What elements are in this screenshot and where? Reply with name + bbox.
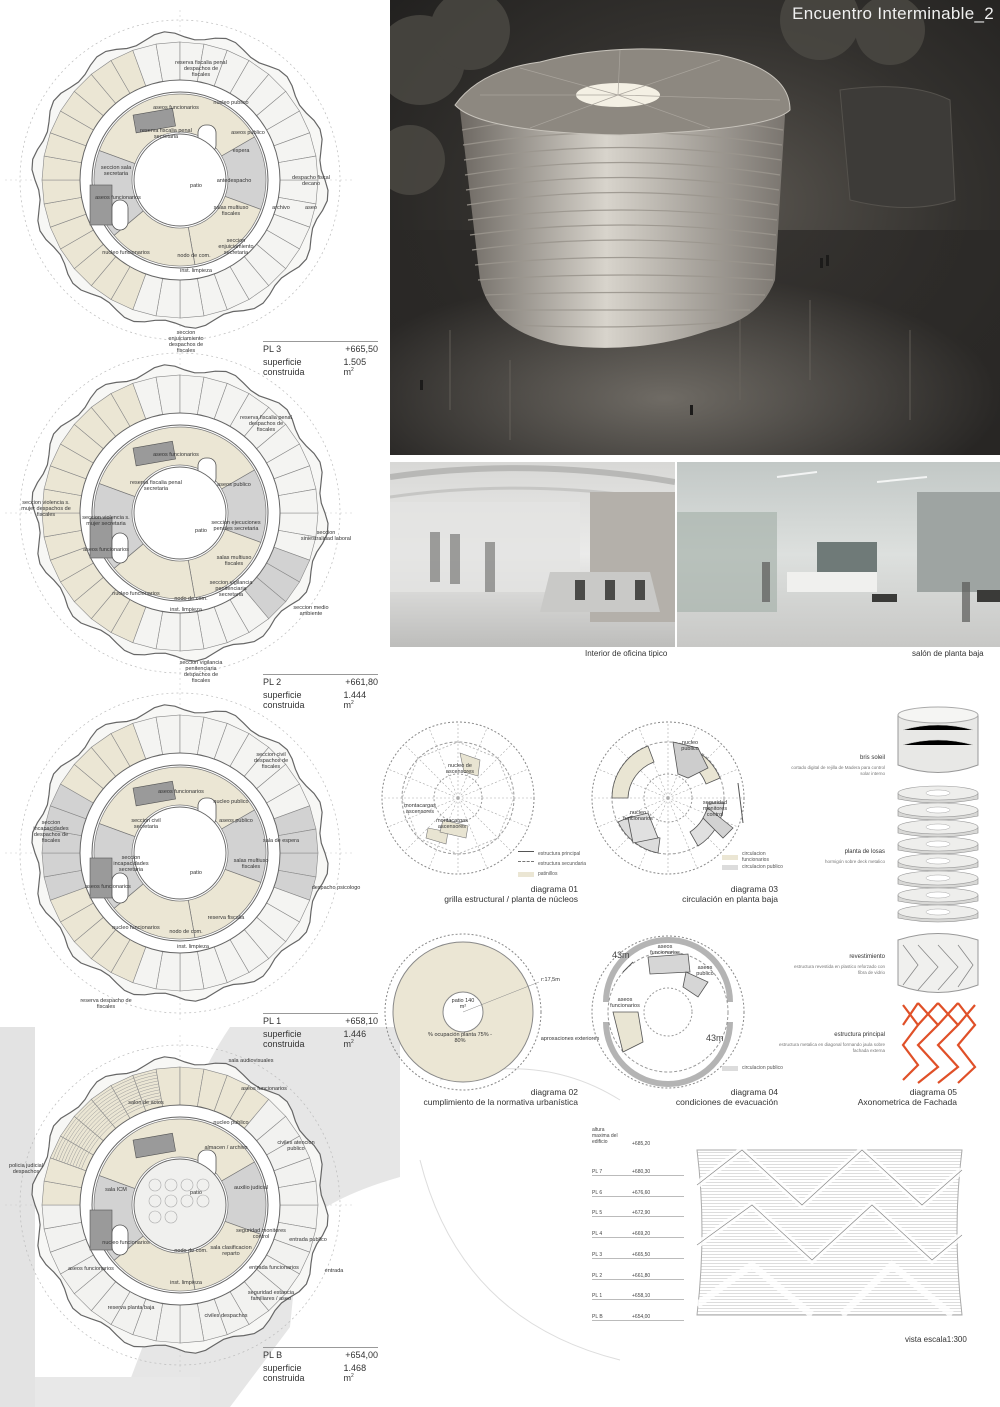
- elevation-level-name: PL 2: [592, 1272, 603, 1279]
- plan-room-label: patio: [190, 1190, 202, 1196]
- diagram-01-label: montacargas ascensores: [404, 803, 436, 815]
- plan-room-label: entrada: [324, 1268, 344, 1274]
- plan-area-label: superficie construida: [263, 357, 305, 377]
- plan-area: 1.505 m: [343, 357, 367, 377]
- plan-room-label: espera: [232, 148, 250, 154]
- plan-height: +665,50: [345, 344, 378, 354]
- interior-render: [390, 462, 675, 647]
- elevation-level-name: PL 6: [592, 1189, 603, 1196]
- plan-room-label: nucleo funcionarios: [102, 1240, 150, 1246]
- plan-room-label: aseo: [305, 205, 317, 211]
- plan-room-label: policia judicial despachos: [9, 1163, 43, 1175]
- plan-room-label: aseos funcionarios: [241, 1086, 287, 1092]
- legend-item: estructura secundaria: [518, 861, 586, 867]
- plan-height: +654,00: [345, 1350, 378, 1360]
- plan-level: PL 1: [263, 1016, 282, 1026]
- diagram-01-label: nucleo de ascensores: [445, 763, 475, 775]
- diagram-03-label: seguridad monitores control: [702, 800, 728, 818]
- night-render: [390, 0, 1000, 455]
- plan-drawing: [5, 1035, 355, 1375]
- interior-caption: Interior de oficina tipico: [585, 649, 668, 658]
- diagram-03-label: nucleo funcionarios: [623, 810, 653, 822]
- diagram-04-label: aseos funcionarios: [610, 997, 640, 1009]
- plan-room-label: aseos funcionarios: [153, 452, 199, 458]
- plan-plb-caption: PL B +654,00 superficie construida 1.468 $m^2$: [263, 1347, 378, 1383]
- plan-room-label: entrada publico: [289, 1237, 327, 1243]
- plan-room-label: salon de actos: [128, 1100, 164, 1106]
- elevation-level-name: PL 3: [592, 1251, 603, 1258]
- plan-room-label: aseos funcionarios: [68, 1266, 114, 1272]
- plan-room-label: aseos funcionarios: [158, 789, 204, 795]
- elevation-level-row: [592, 1273, 684, 1280]
- plan-room-label: seguridad estancia familiares / aseo: [247, 1290, 295, 1302]
- plan-room-label: reserva fiscalia penal secretaria: [130, 480, 182, 492]
- diagram-02-label: % ocupación planta 75% - 80%: [428, 1032, 492, 1044]
- floor-plan-plb: [5, 1035, 365, 1375]
- evacuation-distance: 43m: [612, 950, 630, 960]
- plan-room-label: reserva fiscalia: [207, 915, 245, 921]
- elevation-level-row: [592, 1210, 684, 1217]
- plan-room-label: seccion violencia s. mujer secretaria: [82, 515, 130, 527]
- plan-room-label: sala de espera: [262, 838, 300, 844]
- plan-room-label: seccion violencia s. mujer despachos de fiscales: [21, 500, 71, 518]
- plan-room-label: seccion siniestralidad laboral: [300, 530, 352, 542]
- plan-room-label: entrada funcionarios: [249, 1265, 299, 1271]
- diagram-02-caption: diagrama 02 cumplimiento de la normativa urbanística: [423, 1087, 578, 1107]
- plan-level: PL B: [263, 1350, 283, 1360]
- plan-room-label: seccion sala secretaria: [100, 165, 132, 177]
- axonometric-facade: [893, 705, 983, 1085]
- plan-room-label: antedespacho: [216, 178, 252, 184]
- elevation-level-name: PL 5: [592, 1210, 603, 1217]
- elevation-level-value: +680,30: [632, 1169, 651, 1175]
- plan-room-label: nodo de com.: [169, 929, 203, 935]
- diagram-01-grid: [378, 718, 538, 878]
- plan-room-label: despacho fiscal decano: [292, 175, 330, 187]
- plan-room-label: patio: [190, 870, 202, 876]
- axo-estructura-desc: estructura metalica en diagonal formando jaula sobre fachada externa: [778, 1042, 885, 1053]
- plan-room-label: almacen / archivo: [204, 1145, 248, 1151]
- elevation-scale: vista escala1:300: [905, 1335, 967, 1344]
- plan-drawing: [5, 683, 355, 1023]
- evacuation-distance: 43m: [706, 1033, 724, 1043]
- plan-pl3-caption: PL 3 +665,50 superficie construida 1.505 $m^2$: [263, 341, 378, 377]
- diagram-02-label: r:17,5m: [541, 977, 560, 983]
- plan-room-label: aseos publico: [219, 818, 253, 824]
- plan-room-label: nodo de com.: [174, 1248, 208, 1254]
- plan-height: +661,80: [345, 677, 378, 687]
- plan-area: 1.444 m: [343, 690, 367, 710]
- elevation-level-value: +676,60: [632, 1189, 651, 1196]
- plan-room-label: seccion enjuiciamiento secretaria: [218, 238, 254, 256]
- legend-item: circulacion publico: [722, 1065, 792, 1071]
- diagram-04-caption: diagrama 04 condiciones de evacuación: [675, 1087, 778, 1107]
- plan-room-label: inst. limpieza: [177, 944, 209, 950]
- diagram-03-caption: diagrama 03 circulación en planta baja: [682, 884, 778, 904]
- plan-room-label: seccion ejecuciones penales secretaria: [211, 520, 261, 532]
- plan-room-label: nodo de com.: [177, 253, 211, 259]
- elevation-level-value: +665,50: [632, 1251, 651, 1258]
- elevation-level-value: +669,20: [632, 1231, 651, 1238]
- diagram-02-label: patio 140 m²: [451, 998, 475, 1010]
- elevation-level-row: [592, 1314, 684, 1321]
- elevation-level-value: +658,10: [632, 1293, 651, 1300]
- legend-item: estructura principal: [518, 851, 580, 857]
- plan-pl2-caption: PL 2 +661,80 superficie construida 1.444 $m^2$: [263, 674, 378, 710]
- plan-room-label: aseos publico: [217, 482, 251, 488]
- plan-room-label: inst. limpieza: [170, 607, 202, 613]
- plan-room-label: nodo de com.: [174, 596, 208, 602]
- diagram-04-label: aseos funcionarios: [650, 944, 680, 956]
- elevation-level-name: PL 1: [592, 1293, 603, 1300]
- plan-room-label: reserva fiscalia penal despachos de fiscales: [240, 415, 292, 433]
- plan-room-label: aseos funcionarios: [153, 105, 199, 111]
- elevation-level-value: +661,80: [632, 1272, 651, 1279]
- lobby-caption: salón de planta baja: [912, 649, 984, 658]
- plan-room-label: seccion civil secretaria: [131, 818, 161, 830]
- plan-room-label: salas multiuso fiscales: [216, 555, 252, 567]
- project-title: Encuentro Interminable_2: [792, 4, 994, 23]
- plan-room-label: civiles atencion publico: [277, 1140, 315, 1152]
- plan-room-label: salas multiuso fiscales: [213, 205, 249, 217]
- floor-plan-pl1: [5, 683, 365, 1023]
- diagram-02-label: aproxaciones exteriores: [540, 1036, 600, 1042]
- axo-bris-soleil-title: bris soleil: [859, 755, 885, 761]
- elevation-level-row: [592, 1252, 684, 1259]
- elevation-level-row: [592, 1169, 684, 1176]
- legend-item: circulacion publico: [722, 864, 792, 870]
- plan-room-label: sala ICM: [105, 1187, 127, 1193]
- elevation-level-value: +654,00: [632, 1313, 651, 1320]
- lobby-render: [677, 462, 1000, 647]
- plan-room-label: nucleo funcionarios: [112, 591, 160, 597]
- plan-room-label: seccion civil despachos de fiscales: [253, 752, 289, 770]
- plan-room-label: patio: [190, 183, 202, 189]
- legend-item: circulacion funcionarios: [722, 851, 792, 863]
- plan-room-label: seccion incapacidades secretaria: [113, 855, 149, 873]
- diagram-02-coverage: [378, 927, 548, 1097]
- elevation-level-row: [592, 1293, 684, 1300]
- plan-room-label: despacho psicologo: [311, 885, 361, 891]
- plan-area-label: superficie construida: [263, 1363, 305, 1383]
- elevation-level-row: [592, 1231, 684, 1238]
- plan-room-label: sala audiovisuales: [228, 1058, 274, 1064]
- axo-estructura-title: estructura principal: [834, 1032, 885, 1038]
- plan-room-label: auxilio judicial: [234, 1185, 268, 1191]
- diagram-01-caption: diagrama 01 grilla estructural / planta de núcleos: [444, 884, 578, 904]
- plan-room-label: seccion enjuiciamiento despachos de fiscales: [168, 330, 204, 354]
- plan-room-label: inst. limpieza: [180, 268, 212, 274]
- plan-room-label: seccion medio ambiente: [293, 605, 329, 617]
- axo-revestimiento-title: revestimiento: [849, 954, 885, 960]
- lobby-image: [677, 462, 1000, 647]
- elevation-level-value: +672,90: [632, 1210, 651, 1217]
- plan-room-label: nucleo publico: [213, 1120, 249, 1126]
- plan-room-label: aseos funcionarios: [83, 547, 129, 553]
- plan-height: +658,10: [345, 1016, 378, 1026]
- plan-room-label: reserva fiscalia penal despachos de fiscales: [175, 60, 227, 78]
- elevation-level-name: PL 4: [592, 1231, 603, 1238]
- plan-area: 1.446 m: [343, 1029, 367, 1049]
- elevation-level-name: PL 7: [592, 1169, 603, 1175]
- office-interior-image: [390, 462, 675, 647]
- plan-room-label: seccion vigilancia penitenciaria secretaria: [209, 580, 253, 598]
- axo-revestimiento-desc: estructura revestida en plastico reforzado con fibra de vidrio: [793, 964, 885, 975]
- axo-planta-losas-title: planta de losas: [844, 849, 885, 855]
- plan-room-label: nucleo funcionarios: [102, 250, 150, 256]
- plan-room-label: civiles despachos: [204, 1313, 248, 1319]
- diagram-01-label: montacargas ascensores: [436, 818, 468, 830]
- elevation-header: altura maxima del edificio +685,20: [592, 1127, 651, 1147]
- plan-level: PL 2: [263, 677, 282, 687]
- plan-room-label: seccion incapacidades despachos de fiscales: [33, 820, 69, 844]
- plan-pl1-caption: PL 1 +658,10 superficie construida 1.446 $m^2$: [263, 1013, 378, 1049]
- plan-room-label: aseos publico: [231, 130, 265, 136]
- plan-room-label: nucleo funcionarios: [112, 925, 160, 931]
- plan-room-label: aseos funcionarios: [85, 884, 131, 890]
- diagram-03-label: nucleo publico: [681, 740, 699, 752]
- plan-area-label: superficie construida: [263, 690, 305, 710]
- diagram-04-label: aseos publico: [696, 965, 714, 977]
- plan-room-label: archivo: [272, 205, 290, 211]
- legend-item: patinillos: [518, 871, 557, 877]
- axo-bris-soleil-desc: cortado digital de rejilla de Madera para control solar interno: [791, 765, 885, 776]
- elevation-level-name: PL B: [592, 1313, 603, 1320]
- plan-room-label: seccion vigilancia penitenciaria despachos de fiscales: [179, 660, 223, 684]
- plan-room-label: patio: [195, 528, 207, 534]
- axo-planta-losas-desc: hormigón sobre deck metalico: [824, 859, 885, 864]
- plan-room-label: inst. limpieza: [170, 1280, 202, 1286]
- plan-room-label: seguridad monitores control: [236, 1228, 286, 1240]
- plan-room-label: nucleo publico: [213, 799, 249, 805]
- elevation-level-row: [592, 1190, 684, 1197]
- plan-room-label: sala clasificacion reparto: [210, 1245, 252, 1257]
- plan-level: PL 3: [263, 344, 282, 354]
- diagram-05-caption: diagrama 05 Axonometrica de Fachada: [857, 1087, 957, 1107]
- plan-room-label: reserva planta baja: [107, 1305, 155, 1311]
- building-render: [390, 0, 1000, 455]
- plan-room-label: reserva fiscalia penal secretaria: [140, 128, 192, 140]
- plan-room-label: nucleo publico: [213, 100, 249, 106]
- plan-room-label: salas multiuso fiscales: [233, 858, 269, 870]
- plan-room-label: aseos funcionarios: [95, 195, 141, 201]
- plan-area-label: superficie construida: [263, 1029, 305, 1049]
- plan-room-label: reserva despacho de fiscales: [80, 998, 132, 1010]
- plan-area: 1.468 m: [343, 1363, 367, 1383]
- facade-elevation: [692, 1145, 967, 1320]
